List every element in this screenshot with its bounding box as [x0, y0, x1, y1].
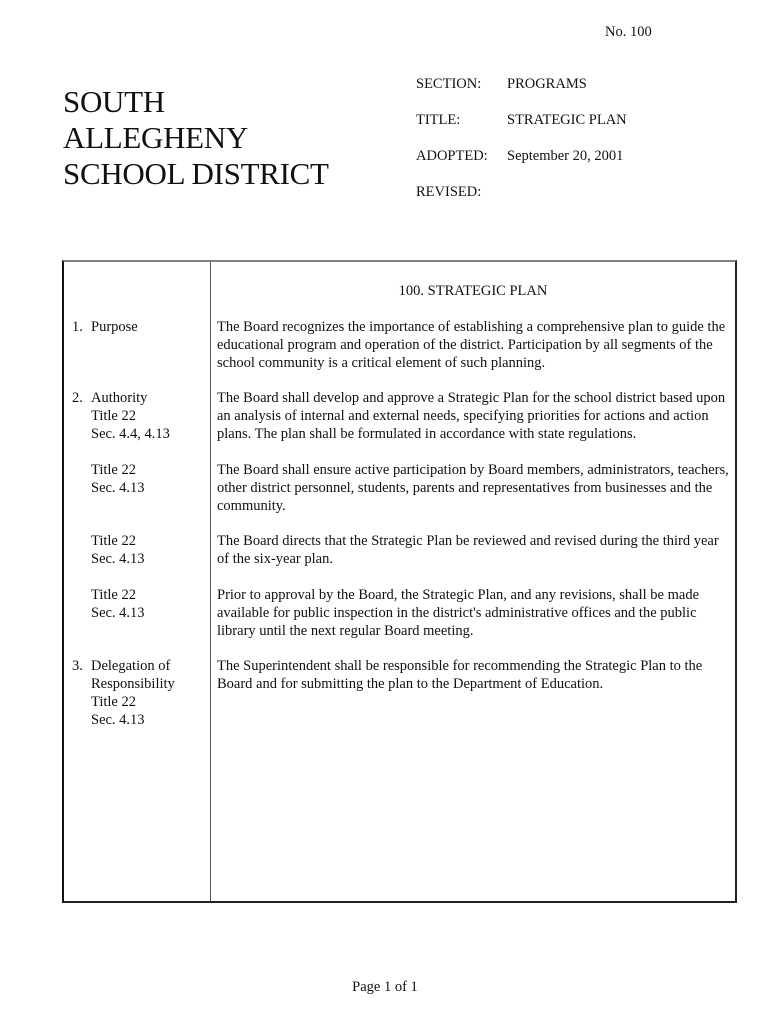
row-citation: Title 22: [91, 408, 136, 424]
meta-title: [416, 112, 627, 148]
row-citation: Sec. 4.13: [91, 605, 145, 621]
district-name-line: SCHOOL DISTRICT: [63, 156, 329, 191]
column-divider: [210, 262, 211, 901]
row-number: 2.: [72, 390, 83, 406]
policy-number: No. 100: [605, 24, 652, 40]
row-label: [72, 657, 207, 729]
row-text: The Superintendent shall be responsible for recommending the Strategic Plan to the Board and for submitting the plan to the Department of Education.: [217, 658, 703, 692]
row-text: The Board directs that the Strategic Plan be reviewed and revised during the third year of the six-year plan.: [217, 533, 719, 567]
row-label: [72, 318, 207, 336]
row-label: [72, 461, 207, 497]
row-text: Prior to approval by the Board, the Strategic Plan, and any revisions, shall be made available for public inspection in the district's administrative offices and the public library until the next regular Board meeting.: [217, 587, 700, 639]
page-number: Page 1 of 1: [352, 979, 418, 995]
row-citation: Title 22: [91, 694, 136, 710]
row-heading: Purpose: [91, 319, 138, 335]
row-text: The Board shall develop and approve a Strategic Plan for the school district based upon an analysis of internal and external needs, specifying priorities for actions and action plans. The plan shall be formulated in accordance with state regulations.: [217, 390, 726, 442]
row-citation: Sec. 4.13: [91, 480, 145, 496]
row-citation: Sec. 4.13: [91, 712, 145, 728]
row-citation: Title 22: [91, 462, 136, 478]
district-name: [63, 84, 329, 192]
meta-value: PROGRAMS: [507, 76, 587, 92]
meta-label: REVISED:: [416, 184, 482, 200]
row-label: [72, 532, 207, 568]
row-label: [72, 586, 207, 622]
row-text: The Board recognizes the importance of establishing a comprehensive plan to guide the educational program and operation of the district. Participation by all segments of the school community is a critical element of such planning.: [217, 319, 726, 371]
meta-adopted: [416, 148, 627, 184]
meta-label: ADOPTED:: [416, 148, 488, 164]
meta-label: SECTION:: [416, 76, 482, 92]
row-citation: Sec. 4.13: [91, 551, 145, 567]
row-heading: Authority: [91, 390, 148, 406]
row-heading: Delegation of: [91, 658, 171, 674]
row-text: The Board shall ensure active participation by Board members, administrators, teachers, other district personnel, students, parents and representatives from businesses and the community.: [217, 462, 729, 514]
meta-section: [416, 76, 627, 112]
row-number: 1.: [72, 319, 83, 335]
policy-table: [62, 260, 737, 903]
district-name-line: SOUTH: [63, 84, 165, 119]
row-citation: Sec. 4.4, 4.13: [91, 426, 170, 442]
row-label: [72, 389, 207, 443]
meta-revised: [416, 184, 627, 220]
row-heading-continued: Responsibility: [91, 676, 175, 692]
meta-label: TITLE:: [416, 112, 461, 128]
row-citation: Title 22: [91, 587, 136, 603]
row-citation: Title 22: [91, 533, 136, 549]
district-name-line: ALLEGHENY: [63, 120, 248, 155]
policy-meta: [416, 76, 627, 220]
meta-value: STRATEGIC PLAN: [507, 112, 627, 128]
meta-value: September 20, 2001: [507, 148, 624, 164]
table-heading: 100. STRATEGIC PLAN: [398, 283, 548, 299]
row-number: 3.: [72, 658, 83, 674]
